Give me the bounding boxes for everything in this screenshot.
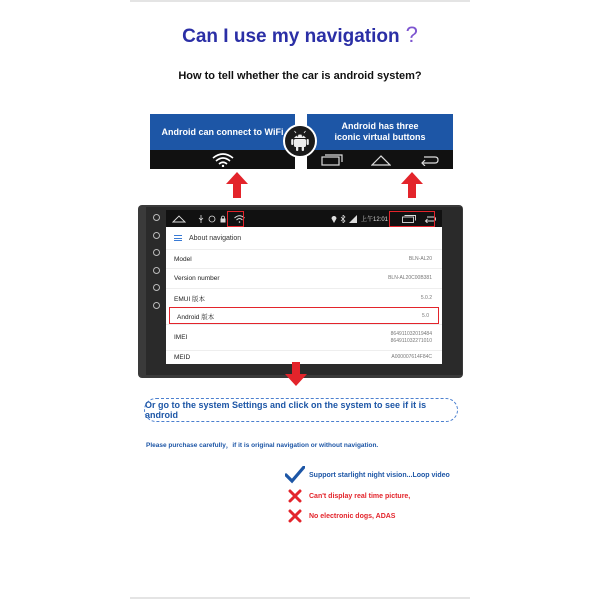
gauge-icon <box>208 215 216 223</box>
row-value: 5.0.2 <box>420 294 432 301</box>
device-screen <box>166 210 442 364</box>
row-label: IMEI <box>174 334 188 341</box>
android-robot-icon <box>290 130 310 152</box>
feature-night-vision <box>284 466 450 484</box>
question-mark-icon: ? <box>405 22 418 47</box>
settings-row-android[interactable] <box>169 307 439 324</box>
back-icon <box>419 154 439 166</box>
up-arrow-icon <box>401 172 423 198</box>
usb-icon <box>198 215 204 223</box>
virtual-buttons-panel-label: Android has three iconic virtual buttons <box>307 114 453 150</box>
row-value: 5.0 <box>422 312 429 319</box>
home-icon[interactable] <box>172 215 186 223</box>
feature-text: No electronic dogs, ADAS <box>309 512 396 520</box>
wifi-panel-label: Android can connect to WiFi <box>150 114 295 150</box>
android-badge <box>283 124 317 158</box>
virtual-buttons-bar <box>307 150 453 169</box>
feature-no-realtime <box>284 487 410 505</box>
settings-row-version[interactable] <box>166 268 442 288</box>
wifi-panel <box>150 114 295 169</box>
down-arrow-icon <box>285 362 307 386</box>
lock-icon <box>220 215 226 223</box>
row-value: 864911032019484 864911032271010 <box>390 330 432 344</box>
cross-icon <box>288 509 302 523</box>
row-label: Model <box>174 255 192 263</box>
menu-icon[interactable] <box>174 235 182 241</box>
page-title: Can I use my navigation ? <box>182 22 418 47</box>
row-value: A000007614F84C <box>391 354 432 360</box>
location-icon <box>331 215 337 223</box>
wifi-panel-bar <box>150 150 295 169</box>
home-hardware-button[interactable] <box>153 232 160 239</box>
settings-row-imei[interactable] <box>166 324 442 350</box>
bottom-divider <box>130 597 470 599</box>
volume-down-button[interactable] <box>153 284 160 291</box>
row-value: BLN-AL20C00B381 <box>388 275 432 281</box>
volume-up-button[interactable] <box>153 267 160 274</box>
virtual-buttons-panel <box>307 114 453 169</box>
row-label: Android 版本 <box>177 313 215 321</box>
bluetooth-icon <box>340 215 346 223</box>
back-hardware-button[interactable] <box>153 249 160 256</box>
feature-text: Can't display real time picture, <box>309 492 411 500</box>
home-icon <box>371 154 391 166</box>
up-arrow-icon <box>226 172 248 198</box>
row-value: BLN-AL20 <box>408 255 432 262</box>
gps-button[interactable] <box>153 302 160 309</box>
wifi-icon <box>212 153 234 167</box>
status-time: 上午12:01 <box>360 217 388 223</box>
settings-header-title: About navigation <box>189 234 242 242</box>
feature-no-adas <box>284 507 395 525</box>
cross-icon <box>288 489 302 503</box>
row-label: EMUI 版本 <box>174 295 206 303</box>
top-divider <box>130 0 470 2</box>
signal-icon <box>349 215 357 223</box>
purchase-note: Please purchase carefully，if it is original navigation or without navigation. <box>146 442 379 449</box>
feature-text: Support starlight night vision...Loop video <box>309 471 450 479</box>
buttons-highlight-box <box>389 211 435 227</box>
settings-header <box>166 227 442 249</box>
wifi-highlight-box <box>227 211 244 227</box>
page-subtitle: How to tell whether the car is android system? <box>178 70 422 82</box>
head-unit-side-buttons <box>149 214 163 309</box>
settings-row-emui[interactable] <box>166 288 442 307</box>
power-button[interactable] <box>153 214 160 221</box>
row-label: MEID <box>174 354 191 361</box>
checkmark-icon <box>285 466 305 484</box>
settings-note: Or go to the system Settings and click on the system to see if it is android <box>144 398 458 422</box>
settings-row-model[interactable] <box>166 249 442 268</box>
recent-apps-icon <box>321 154 343 166</box>
row-label: Version number <box>174 275 220 282</box>
